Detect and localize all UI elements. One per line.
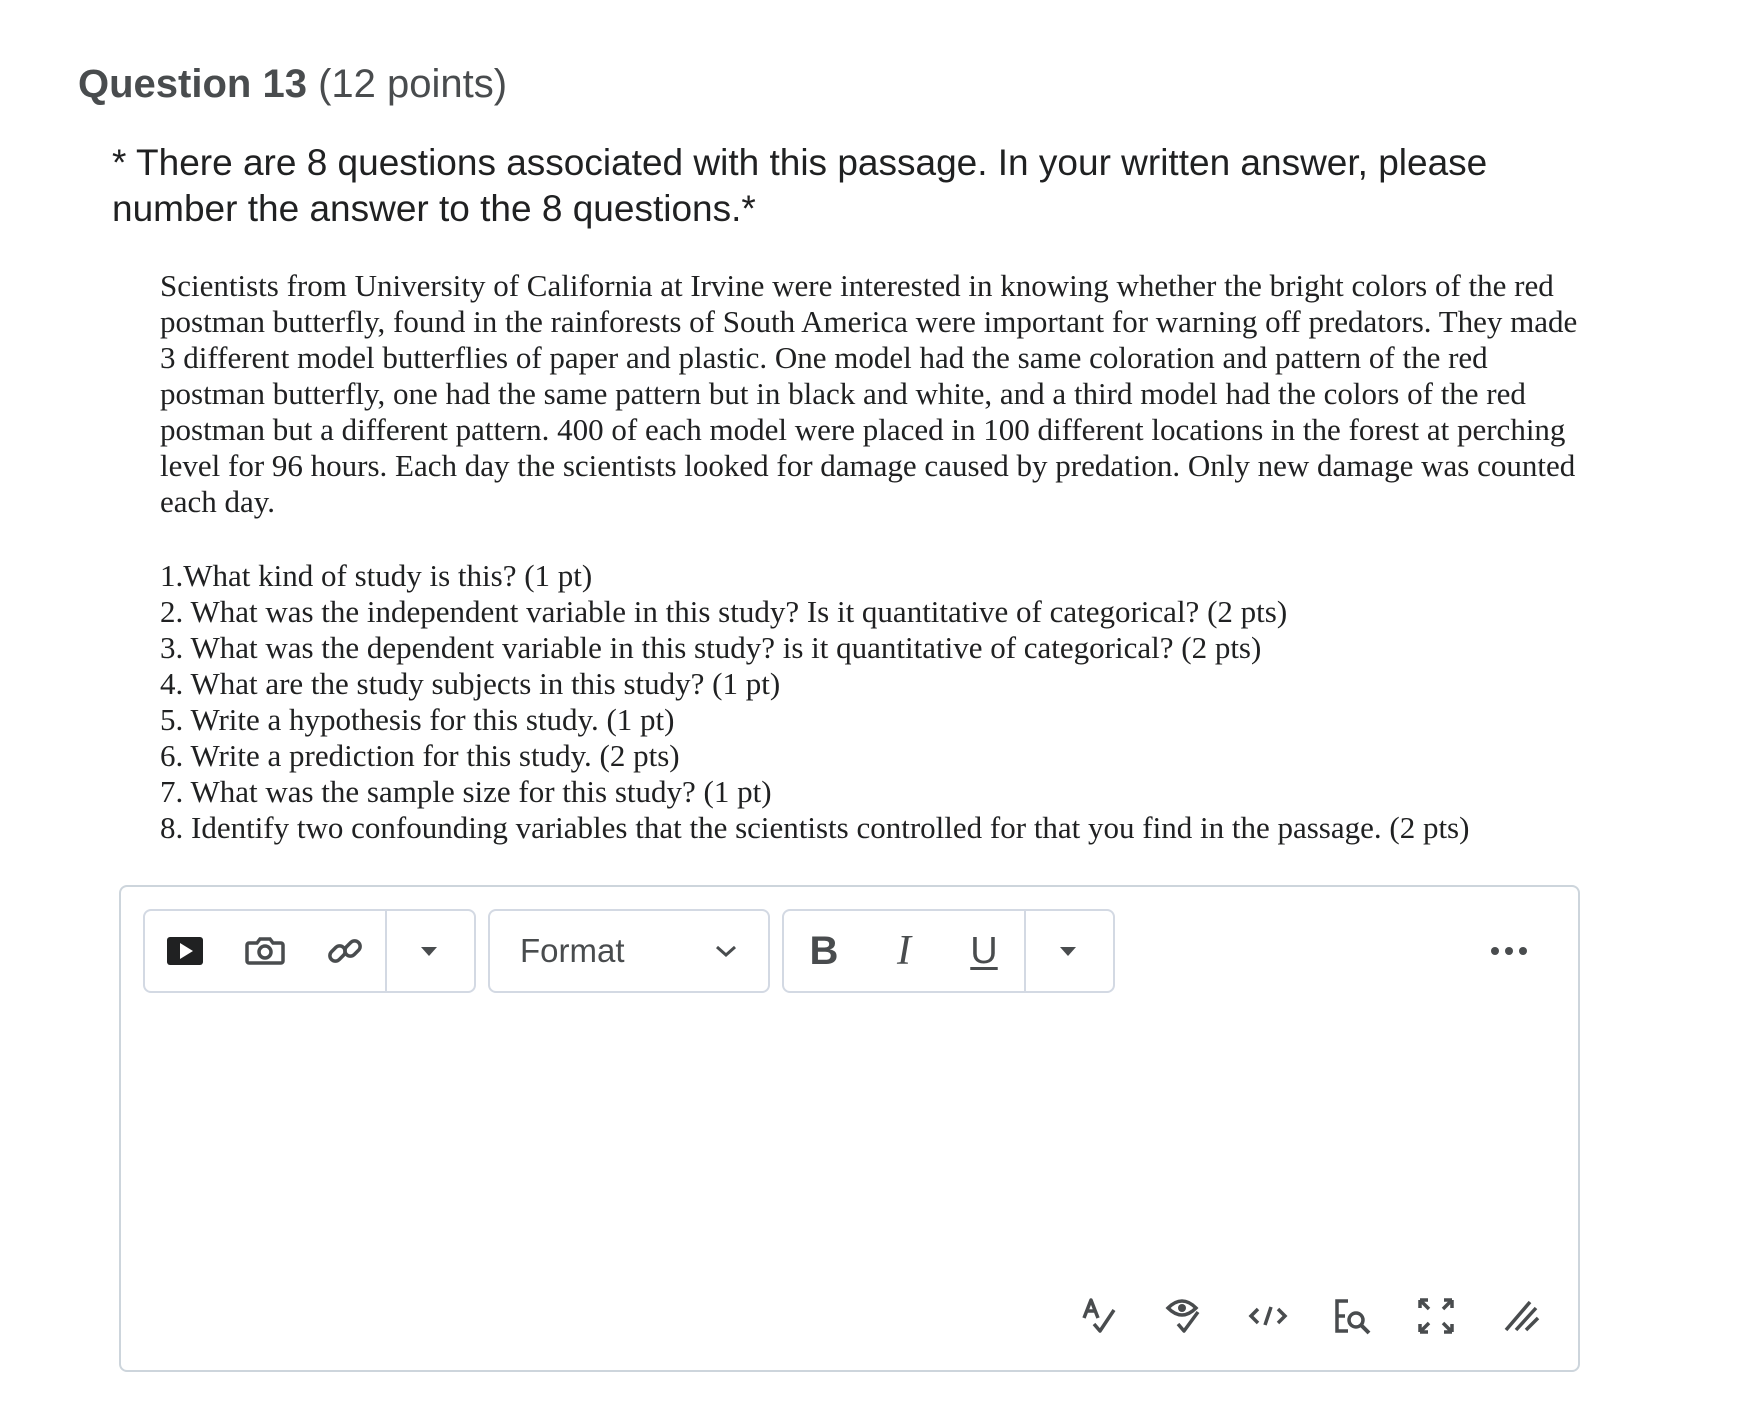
editor-bottom-toolbar bbox=[1068, 1288, 1552, 1344]
list-item: 3. What was the dependent variable in this study? is it quantitative of categorical? (2 pts) bbox=[160, 630, 1262, 665]
style-toolbar-group bbox=[782, 909, 1115, 993]
list-item: 8. Identify two confounding variables that the scientists controlled for that you find in the passage. (2 pts) bbox=[160, 810, 1470, 845]
insert-more-dropdown[interactable] bbox=[385, 911, 471, 991]
format-select[interactable] bbox=[488, 909, 770, 993]
fullscreen-icon bbox=[1416, 1296, 1456, 1336]
camera-icon bbox=[244, 934, 286, 968]
list-item: 5. Write a hypothesis for this study. (1 pt) bbox=[160, 702, 675, 737]
insert-video-button[interactable] bbox=[145, 911, 225, 991]
source-code-icon bbox=[1248, 1302, 1288, 1330]
chevron-down-icon bbox=[714, 943, 738, 959]
video-icon bbox=[165, 935, 205, 967]
list-item: 7. What was the sample size for this study? (1 pt) bbox=[160, 774, 772, 809]
format-select-label: Format bbox=[520, 932, 625, 969]
more-actions-button[interactable] bbox=[1484, 933, 1534, 969]
list-item: 2. What was the independent variable in this study? Is it quantitative of categorical? (2 pts) bbox=[160, 594, 1288, 629]
bold-icon: B bbox=[809, 928, 839, 973]
find-replace-button[interactable] bbox=[1320, 1288, 1384, 1344]
spellcheck-icon bbox=[1080, 1296, 1120, 1336]
passage-text: Scientists from University of California at Irvine were interested in knowing whether the bright colors of the red postman butterfly, found in the rainforests of South America were important for warning off predators. They made 3 different model butterflies of paper and plastic. One model had the same coloration and pattern of the red postman butterfly, one had the same pattern but in black and white, and a third model had the colors of the red postman but a different pattern. 400 of each model were placed in 100 different locations in the forest at perching level for 96 hours. Each day the scientists looked for damage caused by predation. Only new damage was counted each day. bbox=[160, 268, 1578, 519]
accessibility-check-button[interactable] bbox=[1152, 1288, 1216, 1344]
question-points: (12 points) bbox=[306, 62, 508, 106]
insert-link-button[interactable] bbox=[305, 911, 385, 991]
fullscreen-button[interactable] bbox=[1404, 1288, 1468, 1344]
question-list bbox=[160, 558, 1600, 846]
find-icon bbox=[1332, 1296, 1372, 1336]
list-item: 1.What kind of study is this? (1 pt) bbox=[160, 558, 593, 593]
italic-icon: I bbox=[897, 928, 911, 974]
bold-button[interactable] bbox=[784, 911, 864, 991]
answer-editor[interactable] bbox=[119, 885, 1580, 1372]
list-item: 4. What are the study subjects in this study? (1 pt) bbox=[160, 666, 781, 701]
question-header bbox=[78, 62, 507, 107]
list-item: 6. Write a prediction for this study. (2 pts) bbox=[160, 738, 680, 773]
question-title: Question 13 bbox=[78, 62, 307, 106]
insert-toolbar-group bbox=[143, 909, 476, 993]
insert-image-button[interactable] bbox=[225, 911, 305, 991]
style-more-dropdown[interactable] bbox=[1024, 911, 1110, 991]
link-icon bbox=[326, 932, 364, 970]
more-icon bbox=[1489, 946, 1529, 956]
underline-icon: U bbox=[970, 929, 998, 972]
instruction-text: * There are 8 questions associated with this passage. In your written answer, please number the answer to the 8 questions.* bbox=[112, 142, 1488, 229]
underline-button[interactable] bbox=[944, 911, 1024, 991]
caret-down-icon bbox=[1058, 945, 1078, 957]
resize-icon bbox=[1500, 1296, 1540, 1336]
caret-down-icon bbox=[419, 945, 439, 957]
italic-button[interactable] bbox=[864, 911, 944, 991]
source-code-button[interactable] bbox=[1236, 1288, 1300, 1344]
resize-handle[interactable] bbox=[1488, 1288, 1552, 1344]
spellcheck-button[interactable] bbox=[1068, 1288, 1132, 1344]
accessibility-check-icon bbox=[1164, 1296, 1204, 1336]
